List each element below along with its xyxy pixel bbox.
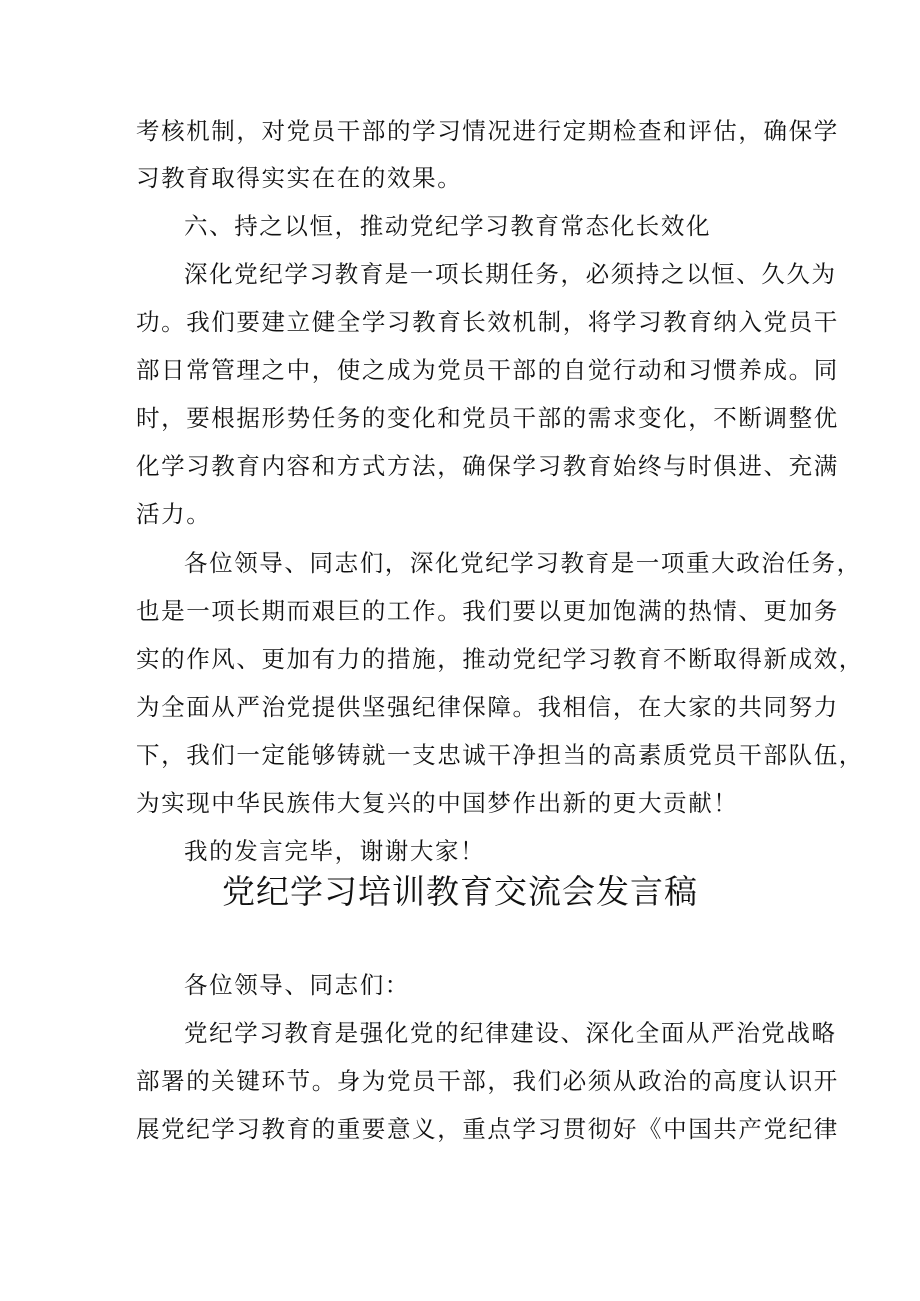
document-title: 党纪学习培训教育交流会发言稿 [222,872,698,911]
paragraph-line: 为全面从严治党提供坚强纪律保障。我相信，在大家的共同努力 [136,693,839,721]
greeting: 各位领导、同志们： [184,971,410,999]
paragraph-line: 为实现中华民族伟大复兴的中国梦作出新的更大贡献！ [136,789,739,817]
paragraph-line: 化学习教育内容和方式方法，确保学习教育始终与时俱进、充满 [136,452,839,480]
closing-remark: 我的发言完毕，谢谢大家！ [184,837,486,865]
paragraph-line: 深化党纪学习教育是一项长期任务，必须持之以恒、久久为 [184,260,837,288]
paragraph-line: 展党纪学习教育的重要意义，重点学习贯彻好《中国共产党纪律 [136,1115,839,1143]
paragraph-line: 也是一项长期而艰巨的工作。我们要以更加饱满的热情、更加务 [136,597,839,625]
paragraph-line: 部日常管理之中，使之成为党员干部的自觉行动和习惯养成。同 [136,356,839,384]
paragraph-line: 功。我们要建立健全学习教育长效机制，将学习教育纳入党员干 [136,308,839,336]
paragraph-line: 实的作风、更加有力的措施，推动党纪学习教育不断取得新成效， [136,645,864,673]
paragraph-line: 时，要根据形势任务的变化和党员干部的需求变化，不断调整优 [136,404,839,432]
paragraph-line: 考核机制，对党员干部的学习情况进行定期检查和评估，确保学 [136,117,839,145]
paragraph-line: 活力。 [136,500,212,528]
section-heading: 六、持之以恒，推动党纪学习教育常态化长效化 [184,212,712,240]
paragraph-line: 习教育取得实实在在的效果。 [136,164,463,192]
paragraph-line: 党纪学习教育是强化党的纪律建设、深化全面从严治党战略 [184,1019,837,1047]
paragraph-line: 各位领导、同志们，深化党纪学习教育是一项重大政治任务， [184,549,862,577]
paragraph-line: 部署的关键环节。身为党员干部，我们必须从政治的高度认识开 [136,1067,839,1095]
paragraph-line: 下，我们一定能够铸就一支忠诚干净担当的高素质党员干部队伍， [136,741,864,769]
